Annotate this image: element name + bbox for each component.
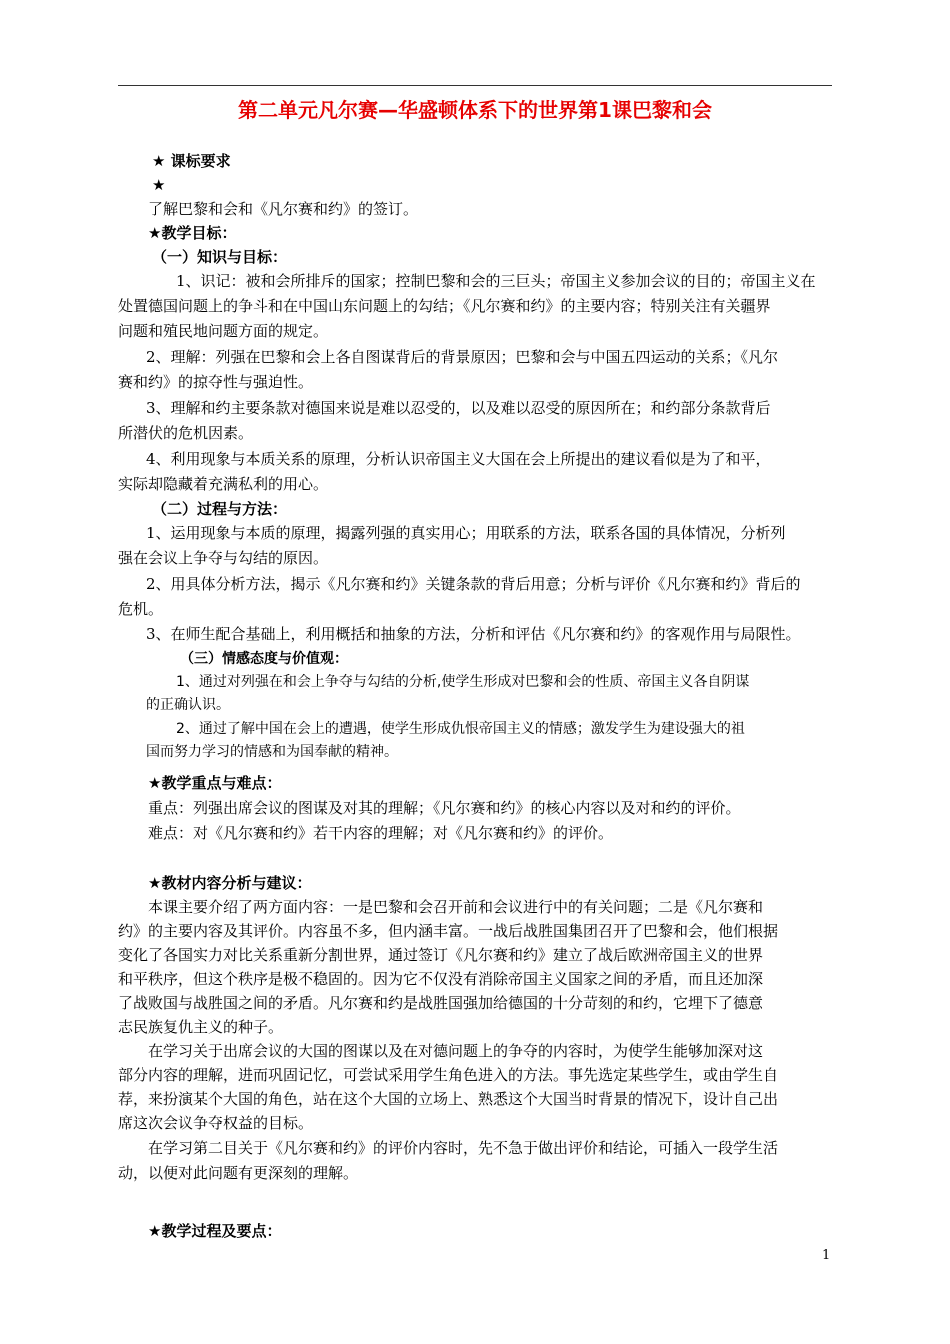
text-line: 本课主要介绍了两方面内容：一是巴黎和会召开前和会议进行中的有关问题；二是《凡尔赛和: [148, 898, 764, 916]
text-line: 问题和殖民地问题方面的规定。: [118, 322, 329, 340]
text-line: 强在会议上争夺与勾结的原因。: [118, 549, 329, 567]
section-heading-curriculum: ★ 课标要求: [152, 152, 231, 170]
text-line: 2、用具体分析方法，揭示《凡尔赛和约》关键条款的背后用意；分析与评价《凡尔赛和约》背后的: [146, 575, 801, 593]
text-line: 1、通过对列强在和会上争夺与勾结的分析,使学生形成对巴黎和会的性质、帝国主义各自阴谋: [176, 674, 750, 690]
section-heading-key-points: ★教学重点与难点：: [148, 774, 282, 792]
text-line: 荐，来扮演某个大国的角色，站在这个大国的立场上、熟悉这个大国当时背景的情况下，设计自己出: [118, 1090, 779, 1108]
text-line: 部分内容的理解，进而巩固记忆，可尝试采用学生角色进入的方法。事先选定某些学生，或由学生自: [118, 1066, 779, 1084]
text-line: 危机。: [118, 600, 164, 618]
header-rule: [118, 85, 832, 86]
text-line: 2、理解：列强在巴黎和会上各自图谋背后的背景原因；巴黎和会与中国五四运动的关系；《凡尔: [146, 348, 779, 366]
text-line: 动，以便对此问题有更深刻的理解。: [118, 1164, 359, 1182]
text-line: 4、利用现象与本质关系的原理，分析认识帝国主义大国在会上所提出的建议看似是为了和平，: [146, 450, 771, 468]
difficulty-line: 难点：对《凡尔赛和约》若干内容的理解；对《凡尔赛和约》的评价。: [148, 824, 614, 842]
text-line: 席这次会议争夺权益的目标。: [118, 1114, 314, 1132]
text-line: 变化了各国实力对比关系重新分割世界，通过签订《凡尔赛和约》建立了战后欧洲帝国主义的世界: [118, 946, 764, 964]
text-line: 1、识记：被和会所排斥的国家；控制巴黎和会的三巨头；帝国主义参加会议的目的；帝国主义在: [176, 272, 816, 290]
text-line: 了战败国与战胜国之间的矛盾。凡尔赛和约是战胜国强加给德国的十分苛刻的和约，它埋下了德意: [118, 994, 764, 1012]
key-point-line: 重点：列强出席会议的图谋及对其的理解；《凡尔赛和约》的核心内容以及对和约的评价。: [148, 799, 741, 817]
text-line: 国而努力学习的情感和为国奉献的精神。: [146, 744, 398, 760]
subheading-values: （三）情感态度与价值观：: [180, 651, 348, 667]
text-line: 了解巴黎和会和《凡尔赛和约》的签订。: [148, 200, 419, 218]
text-line: 所潜伏的危机因素。: [118, 424, 254, 442]
text-line: 实际却隐藏着充满私利的用心。: [118, 475, 329, 493]
text-line: 志民族复仇主义的种子。: [118, 1018, 284, 1036]
text-line: 在学习第二目关于《凡尔赛和约》的评价内容时，先不急于做出评价和结论，可插入一段学生活: [148, 1139, 779, 1157]
document-title: 第二单元凡尔赛—华盛顿体系下的世界第1课巴黎和会: [238, 98, 712, 122]
text-line: 的正确认识。: [146, 697, 230, 713]
section-heading-analysis: ★教材内容分析与建议：: [148, 874, 312, 892]
star-marker: ★: [152, 176, 166, 194]
text-line: 约》的主要内容及其评价。内容虽不多，但内涵丰富。一战后战胜国集团召开了巴黎和会，他们根据: [118, 922, 779, 940]
section-heading-goals: ★教学目标：: [148, 224, 237, 242]
text-line: 2、通过了解中国在会上的遭遇，使学生形成仇恨帝国主义的情感；激发学生为建设强大的祖: [176, 721, 745, 737]
text-line: 3、在师生配合基础上，利用概括和抽象的方法，分析和评估《凡尔赛和约》的客观作用与局限性。: [146, 625, 801, 643]
text-line: 在学习关于出席会议的大国的图谋以及在对德问题上的争夺的内容时，为使学生能够加深对这: [148, 1042, 764, 1060]
text-line: 赛和约》的掠夺性与强迫性。: [118, 373, 314, 391]
text-line: 处置德国问题上的争斗和在中国山东问题上的勾结；《凡尔赛和约》的主要内容；特别关注有关疆界: [118, 297, 771, 315]
text-line: 3、理解和约主要条款对德国来说是难以忍受的，以及难以忍受的原因所在；和约部分条款背后: [146, 399, 771, 417]
text-line: 和平秩序，但这个秩序是极不稳固的。因为它不仅没有消除帝国主义国家之间的矛盾，而且还加深: [118, 970, 764, 988]
subheading-knowledge: （一）知识与目标：: [152, 248, 288, 266]
page-number: 1: [822, 1248, 831, 1263]
text-line: 1、运用现象与本质的原理，揭露列强的真实用心；用联系的方法，联系各国的具体情况，分析列: [146, 524, 786, 542]
section-heading-process-points: ★教学过程及要点：: [148, 1222, 282, 1240]
subheading-process: （二）过程与方法：: [152, 500, 288, 518]
